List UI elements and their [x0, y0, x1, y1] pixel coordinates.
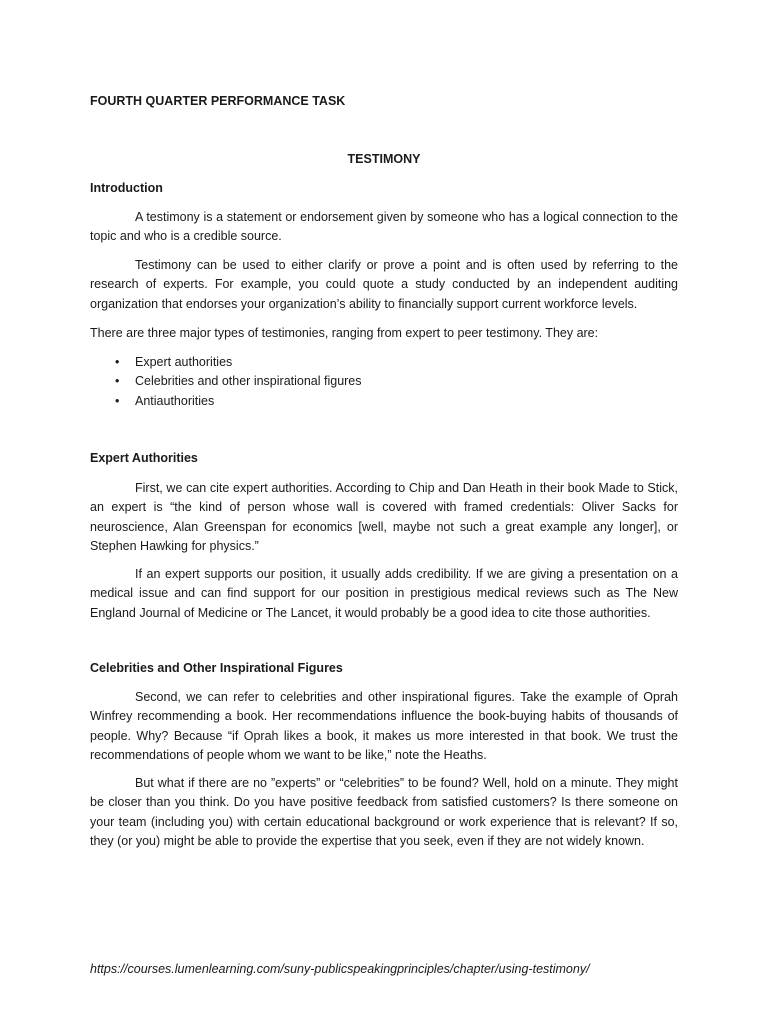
list-item-label: Antiauthorities	[135, 393, 215, 408]
expert-authorities-paragraph-2: If an expert supports our position, it usually adds credibility. If we are giving a presentation on a medical issue and can find support for our position in prestigious medical reviews such as The New England Journal of Medicine or The Lancet, it would probably be a good idea to cite those authorities.	[90, 567, 678, 620]
testimony-types-list	[90, 353, 678, 411]
document-heading: FOURTH QUARTER PERFORMANCE TASK	[90, 94, 346, 108]
list-item-label: Celebrities and other inspirational figures	[135, 374, 362, 389]
celebrities-heading: Celebrities and Other Inspirational Figures	[90, 661, 343, 675]
introduction-paragraph-2: Testimony can be used to either clarify or prove a point and is often used by referring to the research of experts. For example, you could quote a study conducted by an independent auditing organization that endorses your organization’s ability to financially support current workforce levels.	[90, 258, 678, 311]
introduction-heading: Introduction	[90, 181, 163, 195]
bullet-icon: •	[115, 355, 120, 369]
bullet-icon: •	[115, 374, 120, 389]
source-url: https://courses.lumenlearning.com/suny-publicspeakingprinciples/chapter/using-testimony/	[90, 962, 590, 976]
expert-authorities-paragraph-1: First, we can cite expert authorities. According to Chip and Dan Heath in their book Made to Stick, an expert is “the kind of person whose wall is covered with framed credentials: Oliver Sacks for neuroscience, Alan Greenspan for economics [well, maybe not such a great example any longer], or Stephen Hawking for physics.”	[90, 481, 678, 553]
celebrities-paragraph-1: Second, we can refer to celebrities and other inspirational figures. Take the example of Oprah Winfrey recommending a book. Her recommendations influence the book-buying habits of thousands of people. Why? Because “if Oprah likes a book, it makes us more interested in that book. We trust the recommendations of people whom we want to be like,” note the Heaths.	[90, 690, 678, 762]
types-lead-paragraph: There are three major types of testimonies, ranging from expert to peer testimony. They are:	[90, 326, 599, 340]
expert-authorities-heading: Expert Authorities	[90, 451, 198, 465]
introduction-paragraph-1: A testimony is a statement or endorsement given by someone who has a logical connection to the topic and who is a credible source.	[90, 210, 678, 244]
list-item	[90, 372, 678, 391]
list-item	[90, 353, 678, 372]
celebrities-paragraph-2: But what if there are no ”experts” or “celebrities” to be found? Well, hold on a minute. They might be closer than you think. Do you have positive feedback from satisfied customers? Is there someone on your team (including you) with certain educational background or work experience that is relevant? If so, they (or you) might be able to provide the expertise that you seek, even if they are not widely known.	[90, 776, 678, 848]
list-item-label: Expert authorities	[135, 355, 233, 369]
document-page	[90, 0, 678, 1024]
document-title: TESTIMONY	[347, 152, 421, 166]
bullet-icon: •	[115, 393, 120, 408]
list-item	[90, 392, 678, 411]
